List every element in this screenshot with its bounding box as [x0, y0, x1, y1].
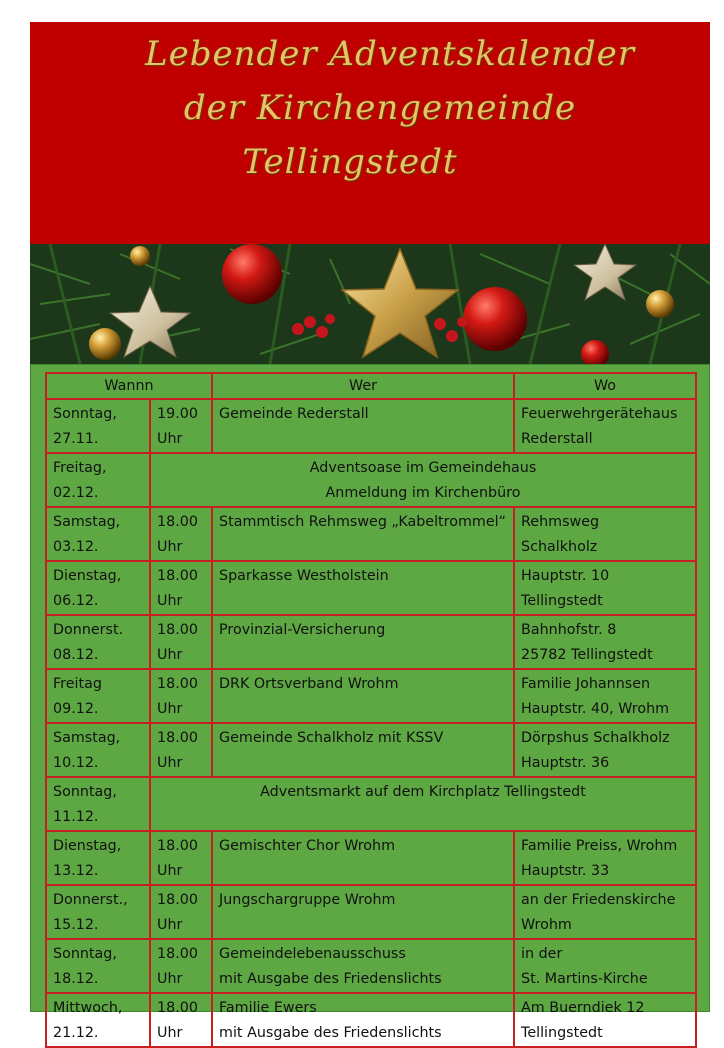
host-cell: DRK Ortsverband Wrohm	[212, 669, 514, 723]
host-cell: Gemischter Chor Wrohm	[212, 831, 514, 885]
table-row	[46, 831, 696, 885]
date-cell: Sonntag, 11.12.	[46, 777, 150, 831]
date-cell: Sonntag, 18.12.	[46, 939, 150, 993]
table-row	[46, 669, 696, 723]
date-cell: Samstag, 03.12.	[46, 507, 150, 561]
host-cell: Gemeindelebenausschuss mit Ausgabe des Friedenslichts	[212, 939, 514, 993]
host-cell: Provinzial-Versicherung	[212, 615, 514, 669]
date-cell: Sonntag, 27.11.	[46, 399, 150, 453]
location-cell: Hauptstr. 10 Tellingstedt	[514, 561, 696, 615]
header-who: Wer	[212, 373, 514, 399]
table-row	[46, 399, 696, 453]
time-cell: 18.00 Uhr	[150, 993, 212, 1047]
time-cell: 18.00 Uhr	[150, 723, 212, 777]
time-cell: 18.00 Uhr	[150, 669, 212, 723]
date-cell: Freitag 09.12.	[46, 669, 150, 723]
host-cell: Stammtisch Rehmsweg „Kabeltrommel“	[212, 507, 514, 561]
time-cell: 18.00 Uhr	[150, 561, 212, 615]
christmas-decoration-illustration	[30, 244, 710, 364]
location-cell: Familie Johannsen Hauptstr. 40, Wrohm	[514, 669, 696, 723]
host-cell: Familie Ewers mit Ausgabe des Friedenslichts	[212, 993, 514, 1047]
table-row	[46, 993, 696, 1047]
header-when: Wannn	[46, 373, 212, 399]
schedule-panel	[30, 364, 710, 1041]
table-row	[46, 507, 696, 561]
table-row	[46, 777, 696, 831]
time-cell: 18.00 Uhr	[150, 507, 212, 561]
table-row	[46, 453, 696, 507]
location-cell: Feuerwehrgerätehaus Rederstall	[514, 399, 696, 453]
time-cell: 18.00 Uhr	[150, 615, 212, 669]
date-cell: Dienstag, 13.12.	[46, 831, 150, 885]
header-where: Wo	[514, 373, 696, 399]
table-row	[46, 615, 696, 669]
title-line-1: Lebender Adventskalender	[145, 34, 635, 74]
host-cell: Gemeinde Rederstall	[212, 399, 514, 453]
host-cell: Gemeinde Schalkholz mit KSSV	[212, 723, 514, 777]
table-header-row	[46, 373, 696, 399]
title-banner	[30, 22, 710, 244]
date-cell: Dienstag, 06.12.	[46, 561, 150, 615]
date-cell: Donnerst., 15.12.	[46, 885, 150, 939]
time-cell: 18.00 Uhr	[150, 939, 212, 993]
location-cell: Am Buerndiek 12 Tellingstedt	[514, 993, 696, 1047]
table-row	[46, 885, 696, 939]
date-cell: Mittwoch, 21.12.	[46, 993, 150, 1047]
title-line-2: der Kirchengemeinde	[183, 88, 577, 128]
host-cell: Jungschargruppe Wrohm	[212, 885, 514, 939]
event-cell: Adventsoase im Gemeindehaus Anmeldung im Kirchenbüro	[150, 453, 696, 507]
event-cell: Adventsmarkt auf dem Kirchplatz Tellingstedt	[150, 777, 696, 831]
location-cell: in der St. Martins-Kirche	[514, 939, 696, 993]
location-cell: Dörpshus Schalkholz Hauptstr. 36	[514, 723, 696, 777]
location-cell: an der Friedenskirche Wrohm	[514, 885, 696, 939]
location-cell: Rehmsweg Schalkholz	[514, 507, 696, 561]
table-row	[46, 723, 696, 777]
location-cell: Familie Preiss, Wrohm Hauptstr. 33	[514, 831, 696, 885]
table-row	[46, 561, 696, 615]
time-cell: 19.00 Uhr	[150, 399, 212, 453]
date-cell: Donnerst. 08.12.	[46, 615, 150, 669]
host-cell: Sparkasse Westholstein	[212, 561, 514, 615]
advent-schedule-table	[45, 372, 697, 1048]
date-cell: Freitag, 02.12.	[46, 453, 150, 507]
time-cell: 18.00 Uhr	[150, 831, 212, 885]
title-line-3: Tellingstedt	[242, 142, 458, 182]
location-cell: Bahnhofstr. 8 25782 Tellingstedt	[514, 615, 696, 669]
christmas-decoration-image	[30, 244, 710, 364]
time-cell: 18.00 Uhr	[150, 885, 212, 939]
date-cell: Samstag, 10.12.	[46, 723, 150, 777]
table-row	[46, 939, 696, 993]
